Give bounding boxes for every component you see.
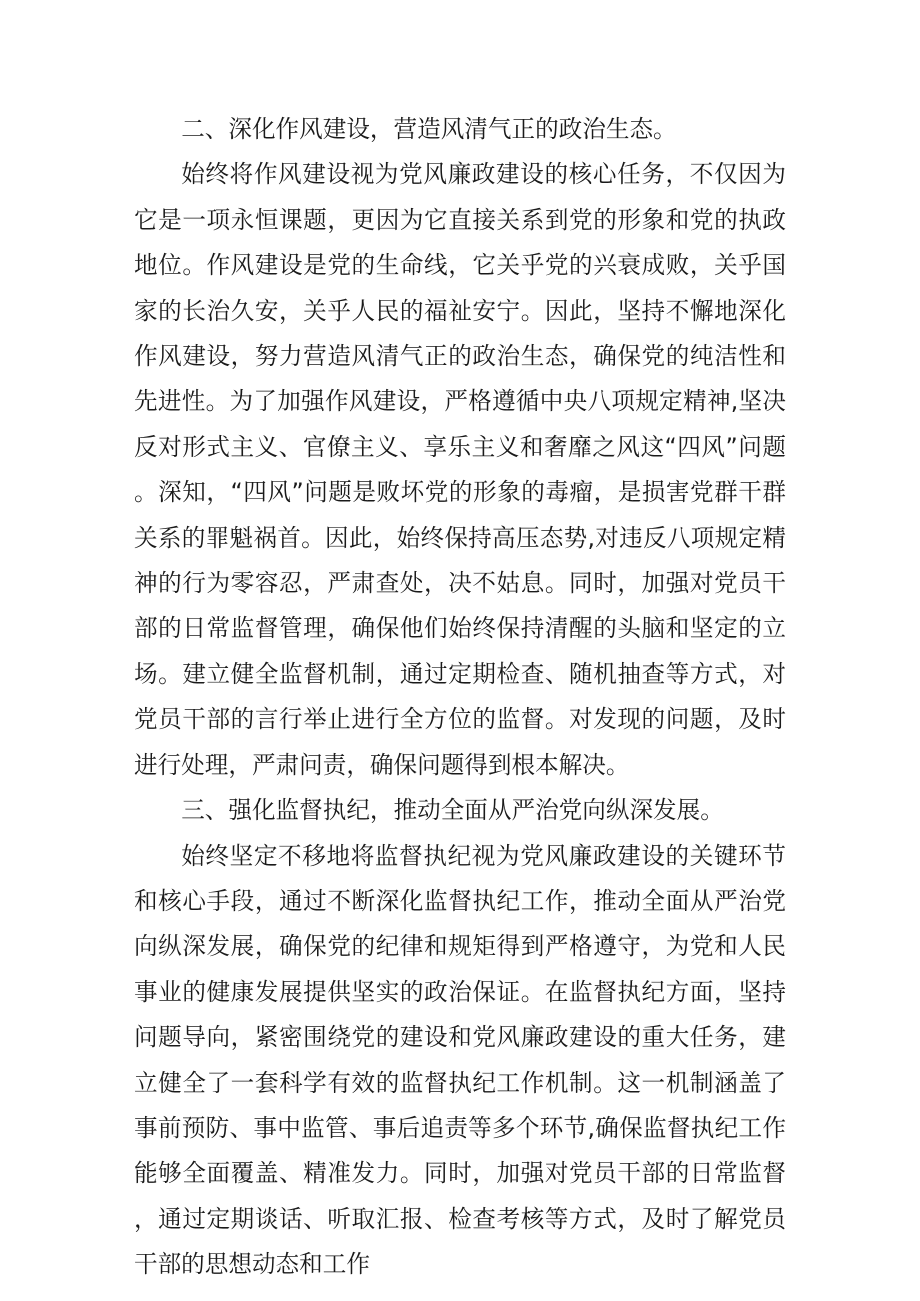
- section-heading-3: 三、强化监督执纪，推动全面从严治党向纵深发展。: [181, 796, 724, 825]
- section-paragraph-3: 始终坚定不移地将监督执纪视为党风廉政建设的关键环节和核心手段，通过不断深化监督执纪工作，推动全面从严治党向纵深发展，确保党的纪律和规矩得到严格遵守，为党和人民事业的健康发展提供坚实的政治保证。在监督执纪方面，坚持问题导向，紧密围绕党的建设和党风廉政建设的重大任务，建立健全了一套科学有效的监督执纪工作机制。这一机制涵盖了事前预防、事中监管、事后追责等多个环节,确保监督执纪工作能够全面覆盖、精准发力。同时，加强对党员干部的日常监督，通过定期谈话、听取汇报、检查考核等方式，及时了解党员干部的思想动态和工作: [134, 841, 786, 1279]
- section-paragraph-2: 始终将作风建设视为党风廉政建设的核心任务，不仅因为它是一项永恒课题，更因为它直接关系到党的形象和党的执政地位。作风建设是党的生命线，它关乎党的兴衰成败，关乎国家的长治久安，关乎人民的福祉安宁。因此，坚持不懈地深化作风建设，努力营造风清气正的政治生态，确保党的纯洁性和先进性。为了加强作风建设，严格遵循中央八项规定精神,坚决反对形式主义、官僚主义、享乐主义和奢靡之风这“四风”问题。深知，“四风”问题是败坏党的形象的毒瘤，是损害党群干群关系的罪魁祸首。因此，始终保持高压态势,对违反八项规定精神的行为零容忍，严肃查处，决不姑息。同时，加强对党员干部的日常监督管理，确保他们始终保持清醒的头脑和坚定的立场。建立健全监督机制，通过定期检查、随机抽查等方式，对党员干部的言行举止进行全方位的监督。对发现的问题，及时进行处理，严肃问责，确保问题得到根本解决。: [134, 160, 786, 779]
- section-heading-2: 二、深化作风建设，营造风清气正的政治生态。: [181, 115, 677, 143]
- document-body: [134, 107, 786, 1288]
